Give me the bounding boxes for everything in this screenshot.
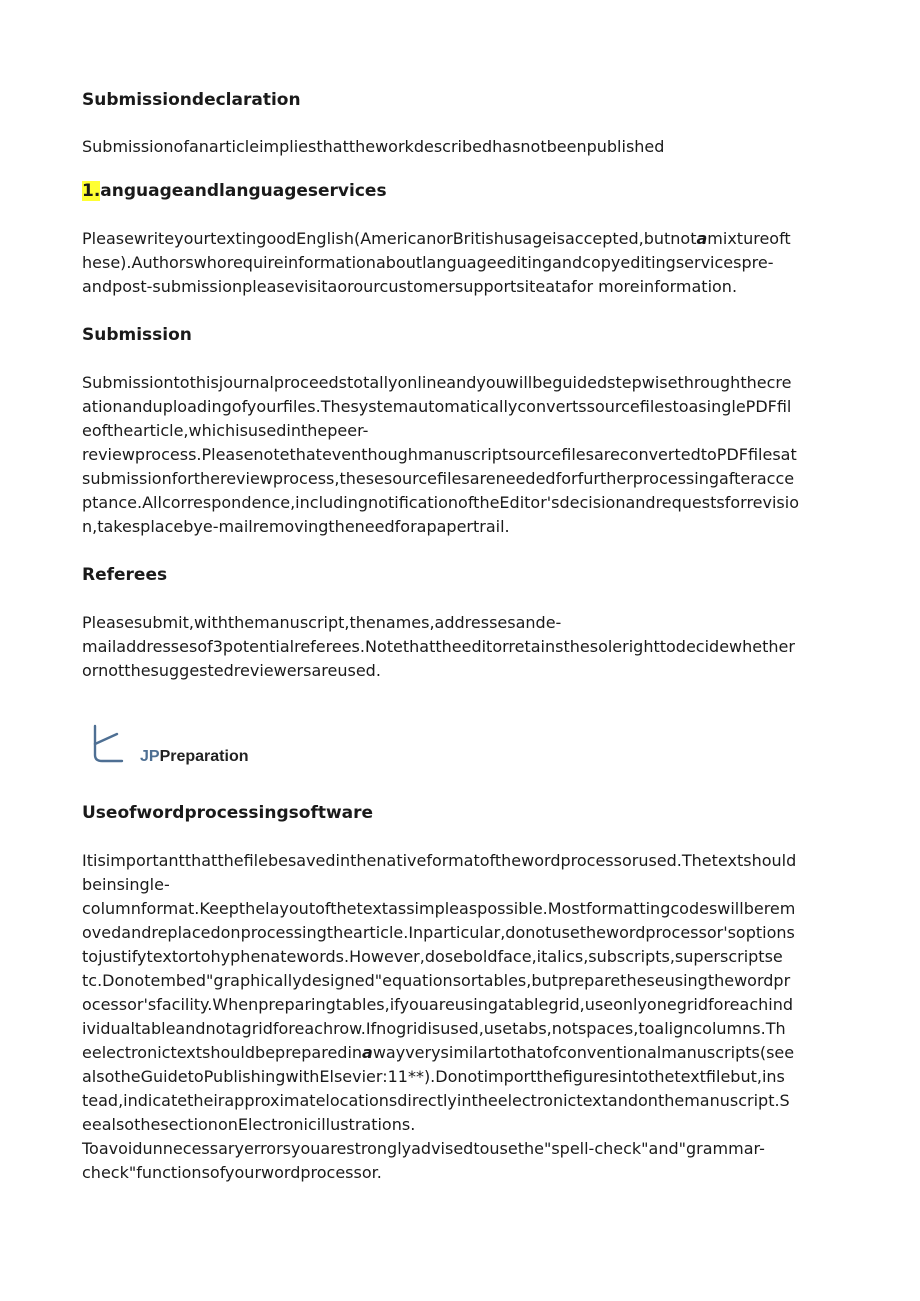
logo-brand-prefix: JP [140,748,160,765]
heading-submission-declaration: Submissiondeclaration [82,90,301,110]
text-line: mailaddressesof3potentialreferees.Notethattheeditorretainsthesolerighttodecidewhether [82,637,795,656]
text-line: ocessor'sfacility.Whenpreparingtables,ifyouareusingatablegrid,useonlyonegridforeachind [82,995,794,1014]
logo-brand-word: Preparation [159,748,249,765]
text-line: tc.Donotembed"graphicallydesigned"equationsortables,butpreparetheseusingthewordpr [82,971,791,990]
paragraph-word-processing [82,849,842,1185]
text-line: reviewprocess.PleasenotethateventhoughmanuscriptsourcefilesareconvertedtoPDFfilesat [82,445,797,464]
text-line: n,takesplacebye-mailremovingtheneedforapapertrail. [82,517,510,536]
text-line: Submissionofanarticleimpliesthattheworkdescribedhasnotbeenpublished [82,137,665,156]
paragraph-referees [82,611,842,683]
text-line: check"functionsofyourwordprocessor. [82,1163,382,1182]
text-run: mixtureoft [707,229,791,248]
heading-language-text: anguageandlanguageservices [100,181,387,201]
text-line: submissionforthereviewprocess,thesesourcefilesareneededforfurtherprocessingafteracce [82,469,795,488]
text-line: alsotheGuidetoPublishingwithElsevier:11**).Donotimportthefiguresintothetextfilebut,ins [82,1067,785,1086]
text-line: ationanduploadingofyourfiles.ThesystemautomaticallyconvertssourcefilestoasinglePDFfil [82,397,792,416]
paragraph-submission-declaration [82,135,842,159]
text-line: columnformat.Keepthelayoutofthetextassimpleaspossible.Mostformattingcodeswillberem [82,899,796,918]
text-line: ividualtableandnotagridforeachrow.Ifnogridisused,usetabs,notspaces,toaligncolumns.Th [82,1019,786,1038]
text-line: ptance.Allcorrespondence,includingnotificationoftheEditor'sdecisionandrequestsforrevisio [82,493,799,512]
text-line: Itisimportantthatthefilebesavedinthenativeformatofthewordprocessorused.Thetextshould [82,851,797,870]
logo-glyph-icon [90,723,136,769]
heading-word-processing: Useofwordprocessingsoftware [82,803,374,823]
emphasized-article: a [696,229,708,248]
text-line: ovedandreplacedonprocessingthearticle.Inparticular,donotusethewordprocessor'soptions [82,923,795,942]
text-line [82,227,842,251]
logo-wordmark [140,747,249,767]
text-run: eelectronictextshouldbepreparedin [82,1043,363,1062]
text-line: andpost-submissionpleasevisitaorourcustomersupportsiteatafor moreinformation. [82,277,738,296]
jp-preparation-logo [90,723,280,769]
paragraph-language [82,227,842,299]
emphasized-article: a [362,1043,373,1062]
text-line [82,1041,842,1065]
text-line: hese).Authorswhorequireinformationaboutlanguageeditingandcopyeditingservicespre- [82,253,774,272]
highlighted-heading-number: 1. [82,181,101,201]
text-line: ornotthesuggestedreviewersareused. [82,661,381,680]
text-line: eofthearticle,whichisusedinthepeer- [82,421,369,440]
heading-referees: Referees [82,565,168,585]
text-line: beinsingle- [82,875,170,894]
text-line: Pleasesubmit,withthemanuscript,thenames,addressesande- [82,613,562,632]
text-run: wayverysimilartothatofconventionalmanuscripts(see [372,1043,795,1062]
heading-language [82,180,387,202]
text-line: Toavoidunnecessaryerrorsyouarestronglyadvisedtousethe"spell-check"and"grammar- [82,1139,765,1158]
paragraph-submission [82,371,842,539]
text-line: tead,indicatetheirapproximatelocationsdirectlyintheelectronictextandonthemanuscript.S [82,1091,790,1110]
text-run: PleasewriteyourtextingoodEnglish(AmericanorBritishusageisaccepted,butnot [82,229,697,248]
text-line: Submissiontothisjournalproceedstotallyonlineandyouwillbeguidedstepwisethroughthecre [82,373,792,392]
text-line: tojustifytextortohyphenatewords.However,doseboldface,italics,subscripts,superscriptse [82,947,783,966]
text-line: eealsothesectiononElectronicillustrations. [82,1115,416,1134]
heading-submission: Submission [82,325,192,345]
